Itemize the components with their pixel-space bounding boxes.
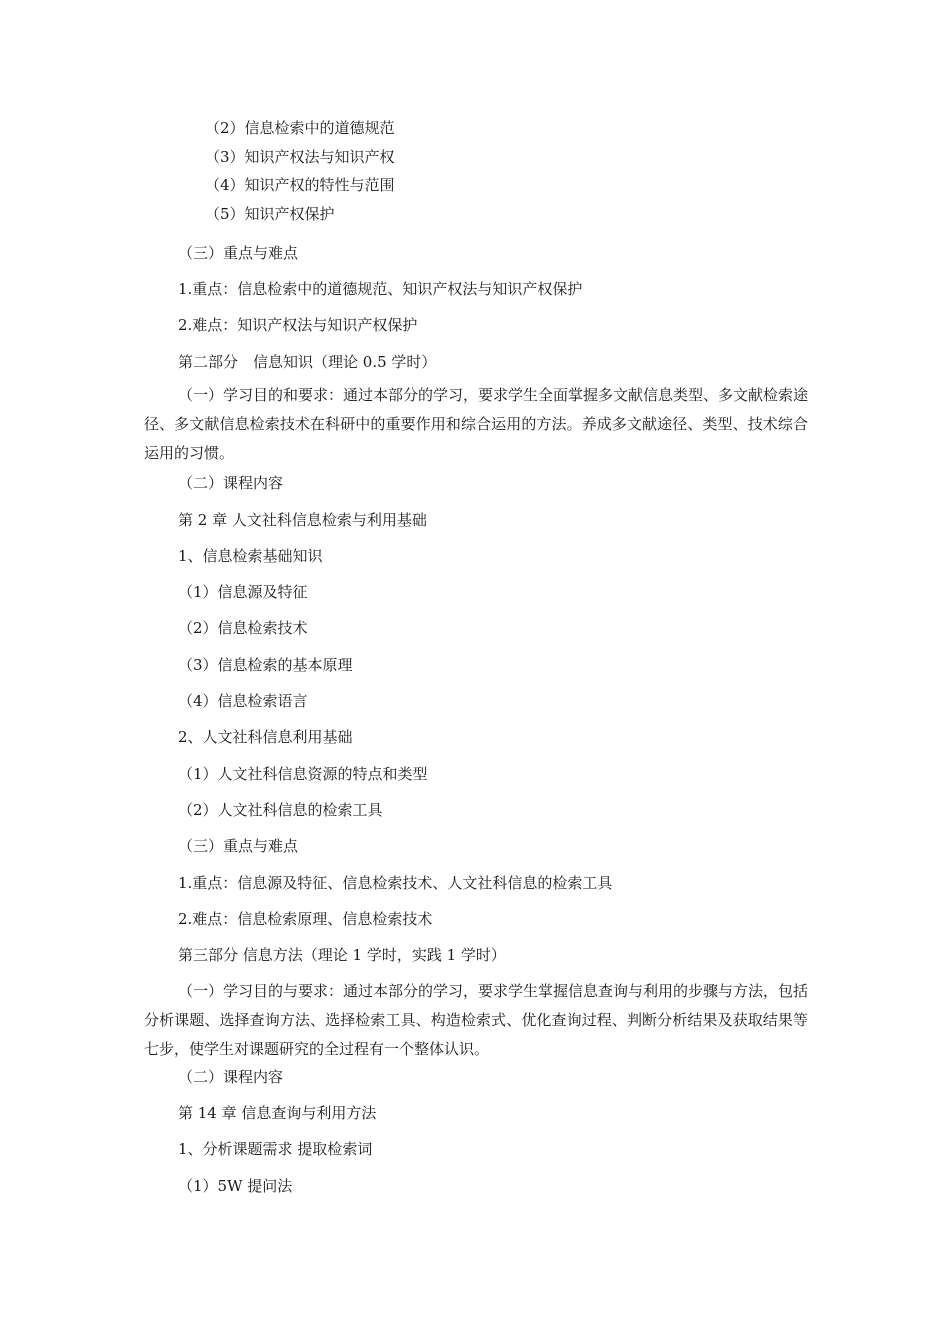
- part-title: 第二部分 信息知识（理论 0.5 学时）: [178, 353, 437, 371]
- chapter-title: 第 2 章 人文社科信息检索与利用基础: [178, 511, 427, 529]
- list-item: （2）信息检索中的道德规范: [205, 119, 395, 137]
- list-item: （5）知识产权保护: [205, 205, 335, 223]
- objective-paragraph: （一）学习目的与要求：通过本部分的学习，要求学生掌握信息查询与利用的步骤与方法，包括分析课题、选择查询方法、选择检索工具、构造检索式、优化查询过程、判断分析结果及获取结果等七步，使学生对课题研究的全过程有一个整体认识。: [144, 982, 809, 1058]
- section-heading: （二）课程内容: [178, 1068, 284, 1086]
- list-item: （1）人文社科信息资源的特点和类型: [178, 765, 428, 783]
- list-item: （1）5W 提问法: [178, 1177, 293, 1195]
- list-item: （4）信息检索语言: [178, 692, 308, 710]
- list-item: （1）信息源及特征: [178, 583, 308, 601]
- difficulty-point: 2.难点：信息检索原理、信息检索技术: [178, 910, 433, 928]
- section-title: 2、人文社科信息利用基础: [178, 728, 353, 746]
- part-title: 第三部分 信息方法（理论 1 学时，实践 1 学时）: [178, 946, 506, 964]
- key-point: 1.重点：信息检索中的道德规范、知识产权法与知识产权保护: [178, 280, 583, 298]
- list-item: （3）信息检索的基本原理: [178, 656, 353, 674]
- list-item: （2）信息检索技术: [178, 619, 308, 637]
- section-heading: （三）重点与难点: [178, 837, 299, 855]
- difficulty-point: 2.难点：知识产权法与知识产权保护: [178, 316, 418, 334]
- section-heading: （三）重点与难点: [178, 244, 299, 262]
- list-item: （4）知识产权的特性与范围: [205, 176, 395, 194]
- key-point: 1.重点：信息源及特征、信息检索技术、人文社科信息的检索工具: [178, 874, 613, 892]
- list-item: （2）人文社科信息的检索工具: [178, 801, 383, 819]
- section-heading: （二）课程内容: [178, 474, 284, 492]
- section-title: 1、分析课题需求 提取检索词: [178, 1140, 373, 1158]
- objective-paragraph: （一）学习目的和要求：通过本部分的学习，要求学生全面掌握多文献信息类型、多文献检索途径、多文献信息检索技术在科研中的重要作用和综合运用的方法。养成多文献途径、类型、技术综合运用的习惯。: [144, 386, 809, 462]
- section-title: 1、信息检索基础知识: [178, 547, 323, 565]
- chapter-title: 第 14 章 信息查询与利用方法: [178, 1104, 377, 1122]
- list-item: （3）知识产权法与知识产权: [205, 148, 395, 166]
